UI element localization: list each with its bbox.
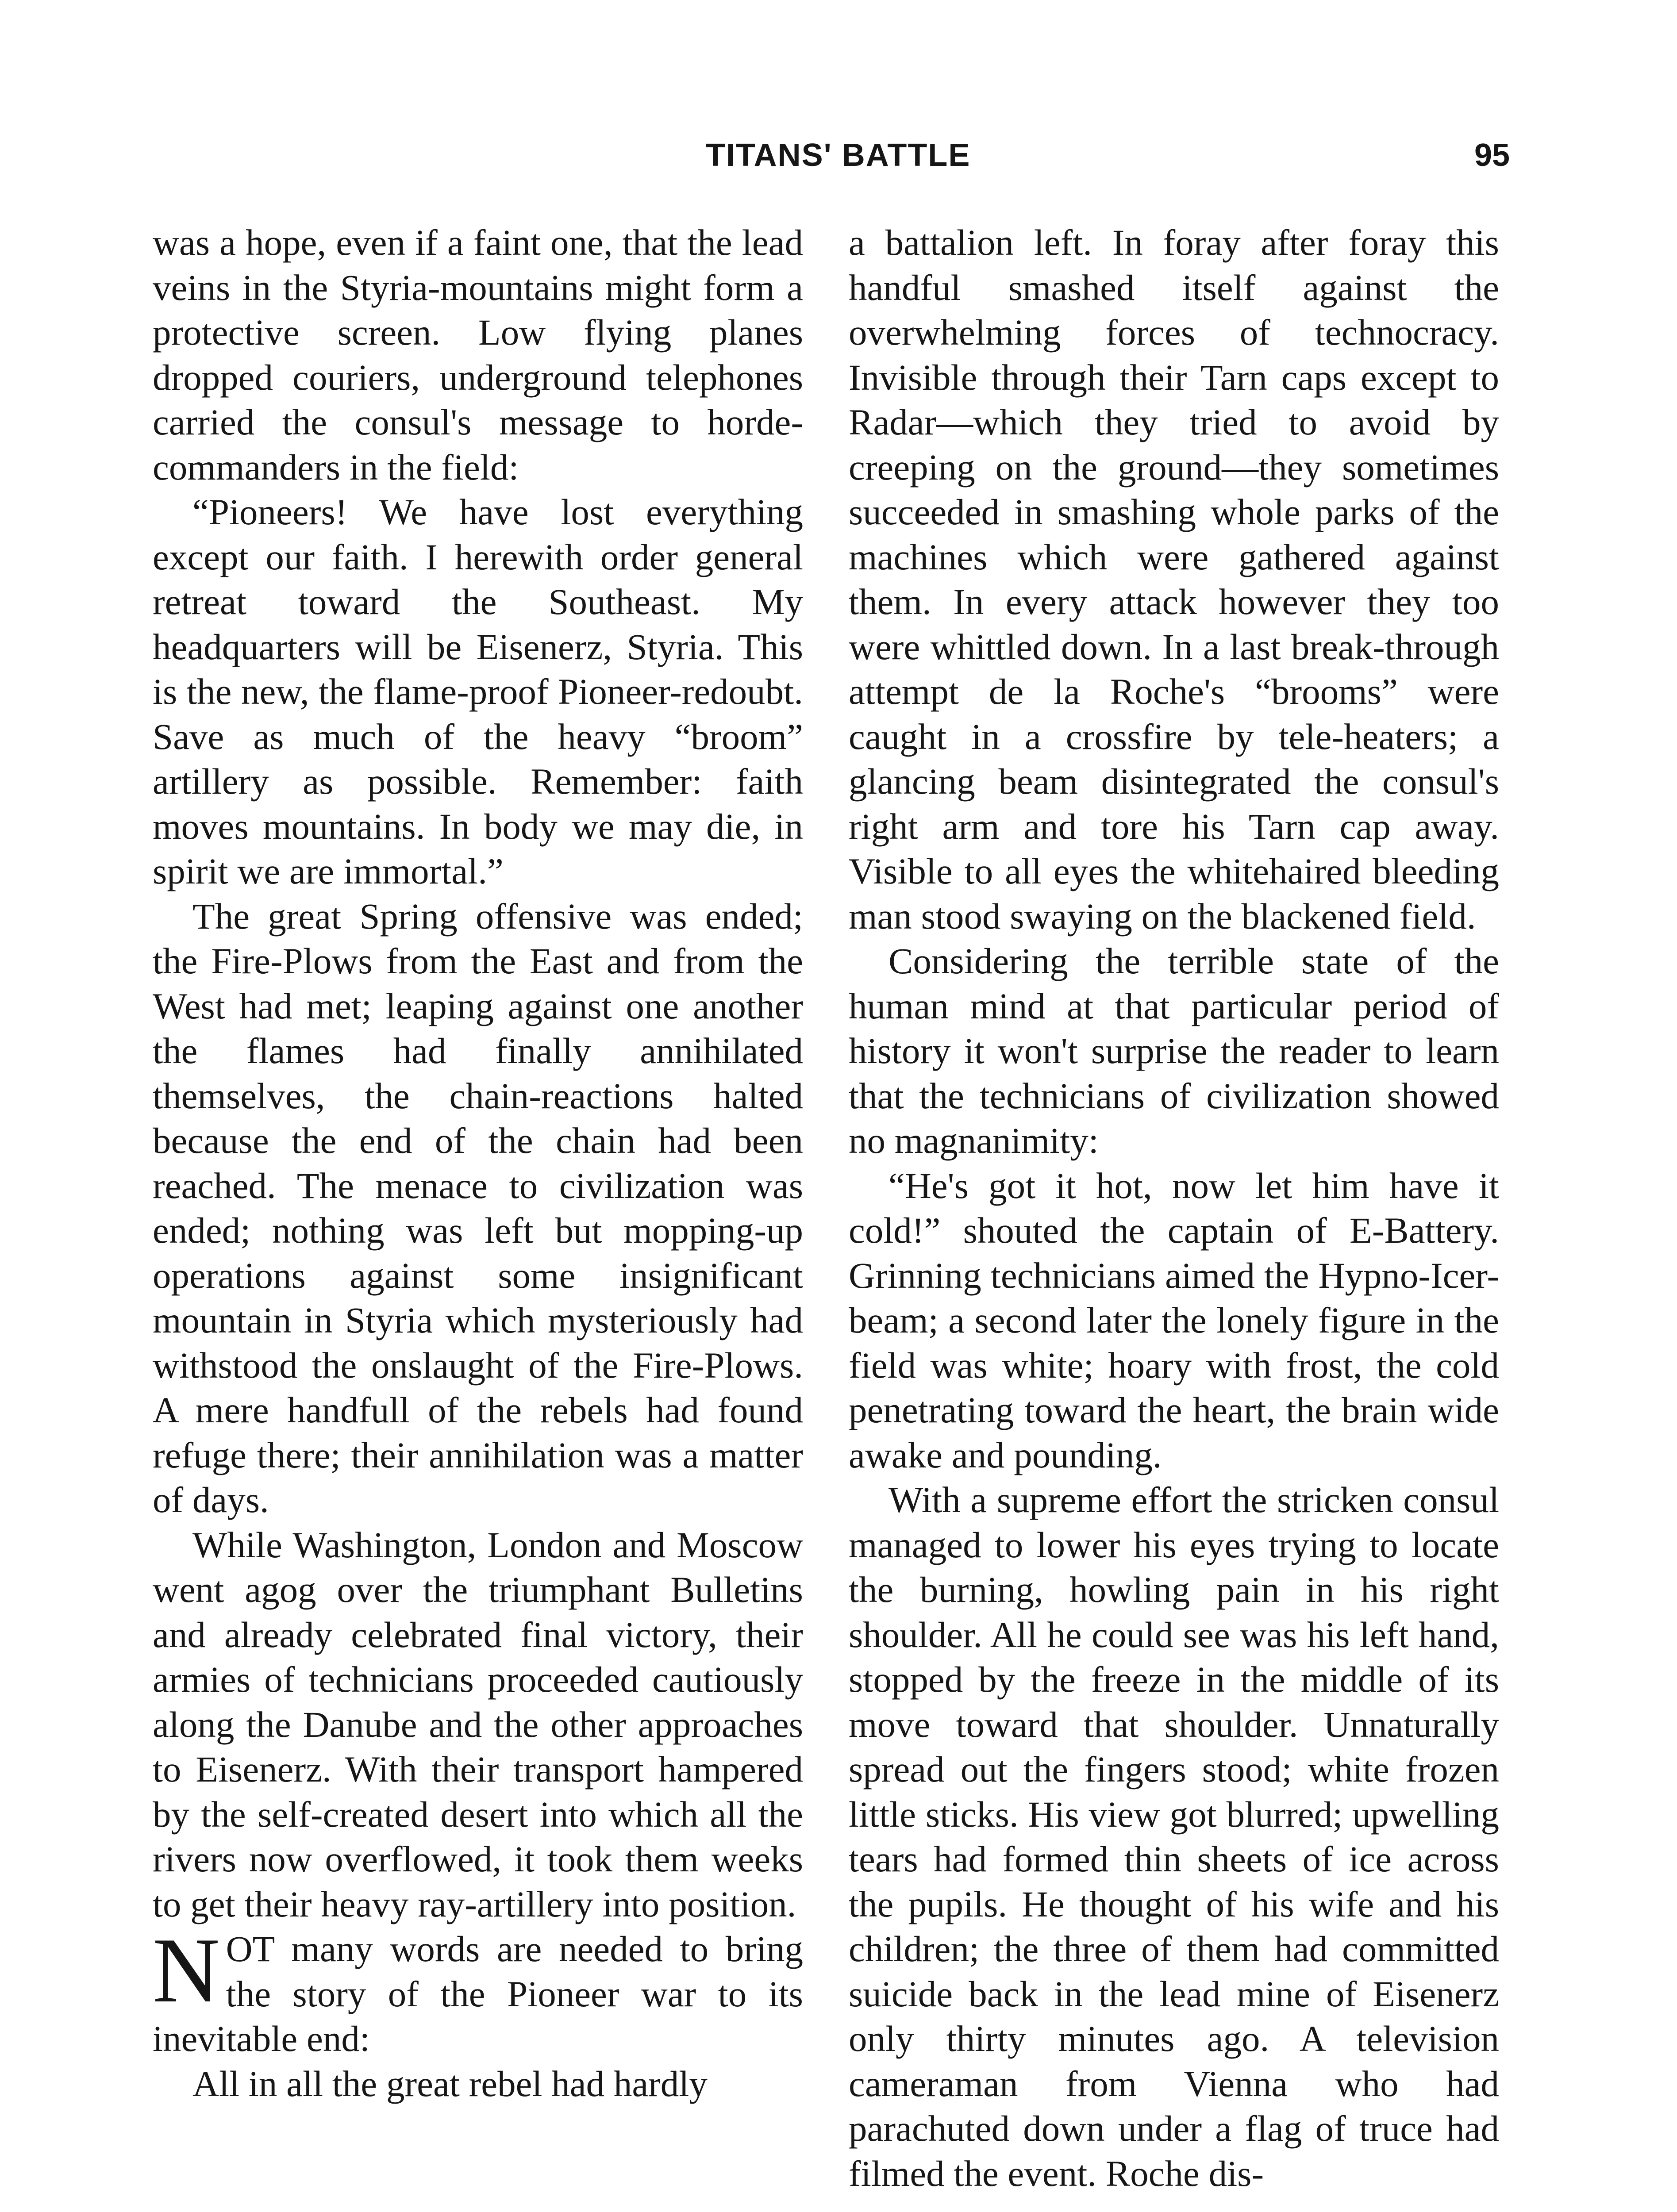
drop-cap: N: [153, 1919, 220, 2022]
paragraph: “He's got it hot, now let him have it cold!” shouted the captain of E-Battery. Grinning technicians aimed the Hypno-Icer-beam; a second later the lonely figure in the field was white; hoary with frost, the cold penetrating toward the heart, the brain wide awake and pounding.: [849, 1165, 1499, 1475]
paragraph: The great Spring offensive was ended; the Fire-Plows from the East and from the West had met; leaping against one another the flames had finally annihilated themselves, the chain-reactions halted because the end of the chain had been reached. The menace to civilization was ended; nothing was left but mopping-up operations against some insignificant mountain in Styria which mysteriously had withstood the onslaught of the Fire-Plows. A mere handfull of the rebels had found refuge there; their annihilation was a matter of days.: [153, 895, 803, 1520]
paragraph: a battalion left. In foray after foray this handful smashed itself against the overwhelming forces of technocracy. Invisible through their Tarn caps except to Radar—which they tried to avoid by creeping on the ground—they sometimes succeeded in smashing whole parks of the machines which were gathered against them. In every attack however they too were whittled down. In a last break-through attempt de la Roche's “brooms” were caught in a crossfire by tele-heaters; a glancing beam disintegrated the consul's right arm and tore his Tarn cap away. Visible to all eyes the whitehaired bleeding man stood swaying on the blackened field.: [849, 222, 1499, 937]
paragraph: All in all the great rebel had hardly: [192, 2063, 708, 2104]
paragraph: With a supreme effort the stricken consul managed to lower his eyes trying to locate the burning, howling pain in his right shoulder. All he could see was his left hand, stopped by the freeze in the middle of its move toward that shoulder. Unnaturally spread out the fingers stood; white frozen little sticks. His view got blurred; upwelling tears had formed thin sheets of ice across the pupils. He thought of his wife and his children; the three of them had committed suicide back in the lead mine of Eisenerz only thirty minutes ago. A television cameraman from Vienna who had parachuted down under a flag of truce had filmed the event. Roche dis-: [849, 1479, 1499, 2194]
paragraph: “Pioneers! We have lost everything except our faith. I herewith order general retreat toward the Southeast. My headquarters will be Eisenerz, Styria. This is the new, the flame-proof Pioneer-redoubt. Save as much of the heavy “broom” artillery as possible. Remember: faith moves mountains. In body we may die, in spirit we are immortal.”: [153, 492, 803, 891]
section-opening-paragraph: [153, 1919, 803, 2062]
right-column: [849, 220, 1499, 2196]
paragraph: Considering the terrible state of the human mind at that particular period of history it won't surprise the reader to learn that the technicians of civilization showed no magnanimity:: [849, 941, 1499, 1161]
paragraph: While Washington, London and Moscow went agog over the triumphant Bulletins and already celebrated final victory, their armies of technicians proceeded cautiously along the Danube and the other approaches to Eisenerz. With their transport hampered by the self-created desert into which all the rivers now overflowed, it took them weeks to get their heavy ray-artillery into position.: [153, 1524, 803, 1924]
paragraph: was a hope, even if a faint one, that the lead veins in the Styria-mountains might form a protective screen. Low flying planes dropped couriers, underground telephones carried the consul's message to horde-commanders in the field:: [153, 222, 803, 488]
section-opening-text: OT many words are needed to bring the story of the Pioneer war to its inevitable end:: [153, 1928, 803, 2059]
left-column: [153, 220, 803, 2106]
running-header: [0, 129, 1677, 191]
running-title: TITANS' BATTLE: [706, 138, 971, 173]
page-number: 95: [1474, 138, 1510, 173]
